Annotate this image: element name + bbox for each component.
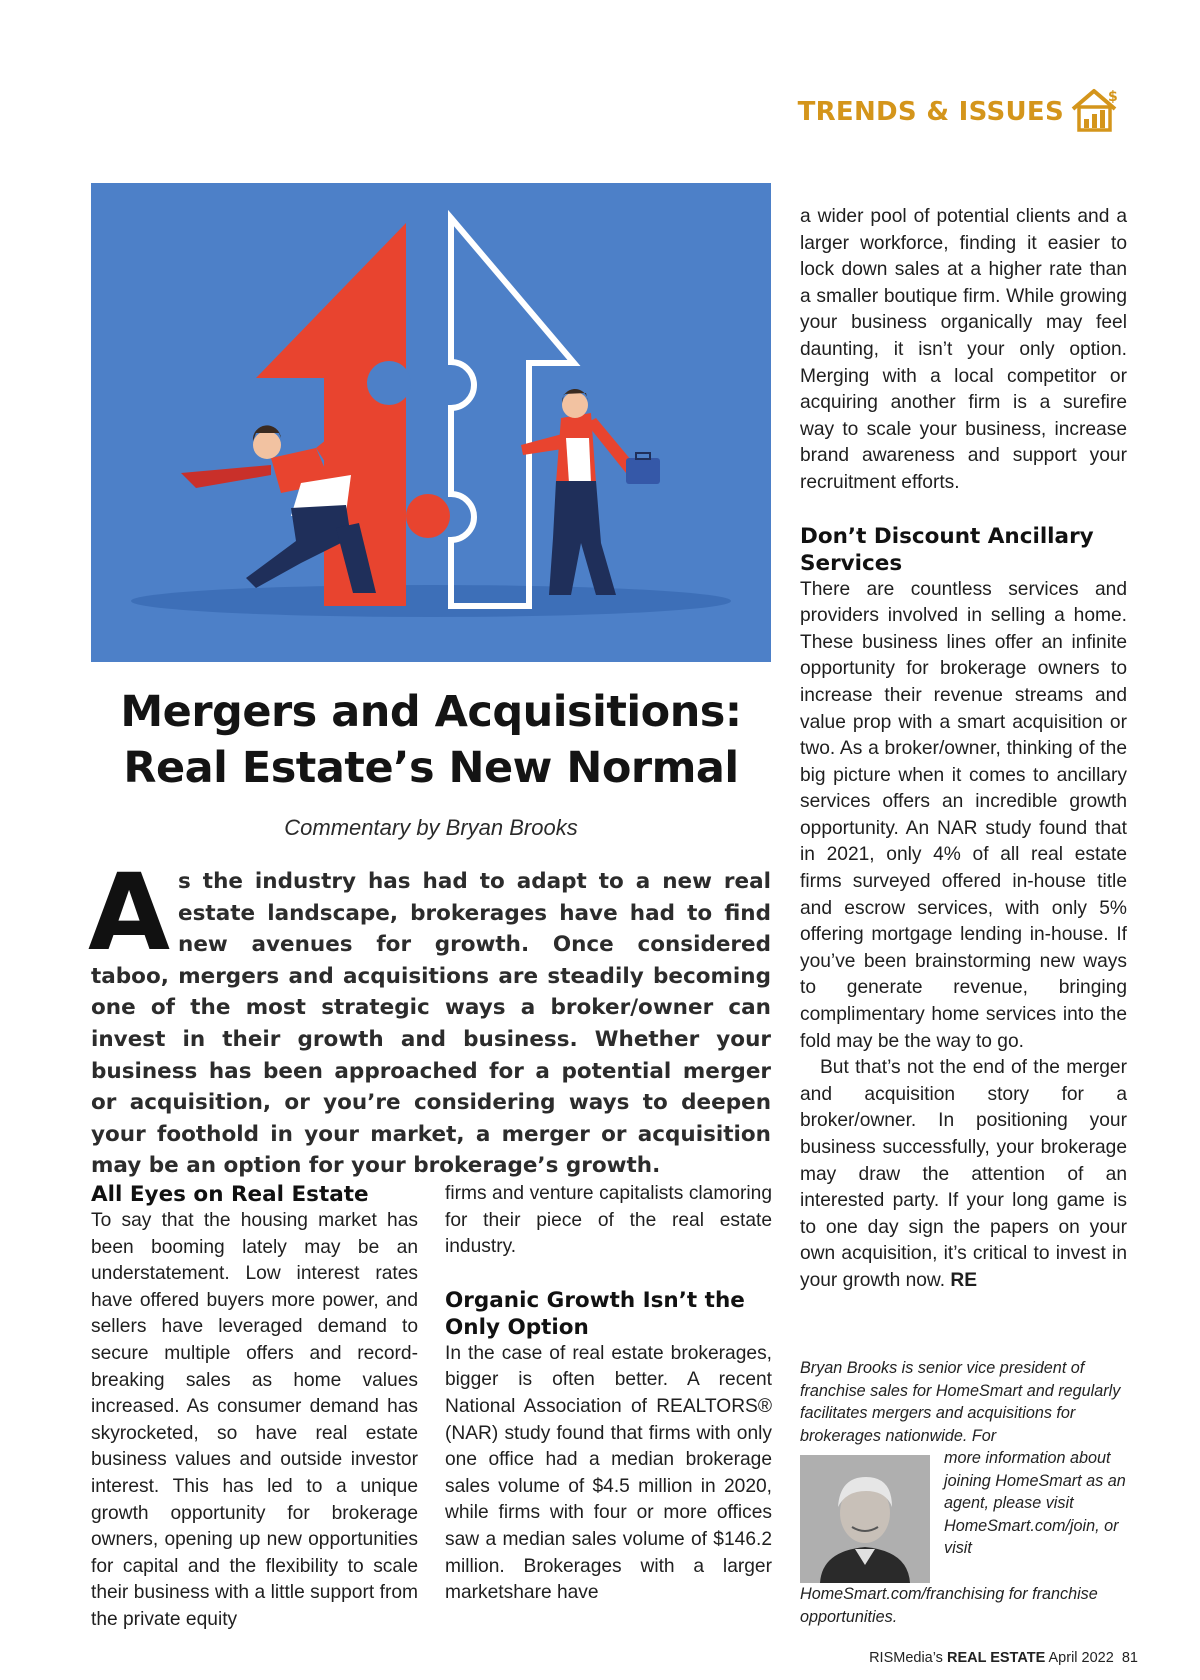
bio-text-wrap: more information about joining HomeSmart as an agent, please visit HomeSmart.com/join, or visit HomeSmart.com/franchising for franchise opportunities.	[800, 1449, 1126, 1626]
drop-cap: A	[88, 851, 171, 974]
page-number: 81	[1121, 1650, 1138, 1666]
body-paragraph-continued: a wider pool of potential clients and a larger workforce, finding it easier to lock down sales at a higher rate than a smaller boutique firm. While growing your business organically may feel daunting, it isn’t your only option. Merging with a local competitor or acquiring another firm is a surefire way to scale your business, increase brand awareness and support your recruitment efforts.	[800, 206, 1127, 493]
author-bio	[800, 1357, 1127, 1628]
lead-text: s the industry has had to adapt to a new real estate landscape, brokerages have had to find new avenues for growth. Once considered taboo, mergers and acquisitions are steadily becoming one of the most strategic ways a broker/owner can invest in their growth and business. Whether your business has been approached for a potential merger or acquisition, or you’re considering ways to deepen your foothold in your market, a merger or acquisition may be an option for your brokerage’s growth.	[91, 869, 771, 1179]
body-paragraph: In the case of real estate brokerages, bigger is often better. A recent National Association of REALTORS® (NAR) study found that firms with only one office had a median brokerage sales volume of $4.5 million in 2020, while firms with four or more offices saw a median sales volume of $146.2 million. Brokerages with a larger marketshare have	[445, 1342, 772, 1604]
blue-knob	[367, 361, 411, 405]
section-label: TRENDS & ISSUES	[797, 97, 1064, 127]
section-heading-ancillary: Don’t Discount Ancillary Services	[800, 523, 1094, 576]
body-paragraph: To say that the housing market has been booming lately may be an understatement. Low interest rates have offered buyers more power, and sellers have leveraged demand to secure multiple offers and record-breaking sales as home values increased. As consumer demand has skyrocketed, so have real estate business values and outside investor interest. This has led to a unique growth opportunity for brokerage owners, opening up new opportunities for capital and the flexibility to scale their business with a little support from the private equity	[91, 1210, 418, 1630]
red-arrow-piece	[256, 223, 406, 606]
column-middle	[445, 1181, 772, 1607]
body-paragraph-continued: firms and venture capitalists clamoring for their piece of the real estate industry.	[445, 1183, 772, 1258]
column-right	[800, 204, 1127, 1295]
footer-magazine: REAL ESTATE	[946, 1650, 1046, 1666]
body-paragraph-final: But that’s not the end of the merger and acquisition story for a broker/owner. In positioning your business successfully, your brokerage may draw the attention of an interested party. If your long game is to one day sign the papers on your own acquisition, it’s critical to invest in your growth now. RE	[800, 1057, 1127, 1291]
footer-issue: April 2022	[1048, 1650, 1114, 1666]
house-chart-icon	[1070, 87, 1120, 138]
businessman-left	[181, 418, 376, 593]
bio-text-top: Bryan Brooks is senior vice president of franchise sales for HomeSmart and regularly facilitates mergers and acquisitions for brokerages nationwide. For	[800, 1359, 1121, 1445]
byline: Commentary by Bryan Brooks	[284, 815, 578, 840]
title-line-1: Mergers and Acquisitions:	[120, 687, 742, 737]
businessman-right	[521, 389, 660, 595]
section-heading-all-eyes: All Eyes on Real Estate	[91, 1182, 369, 1207]
puzzle-arrows-illustration	[91, 183, 771, 662]
lead-paragraph	[88, 851, 771, 1182]
svg-text:$: $	[1108, 88, 1118, 105]
article-title	[91, 684, 771, 796]
column-left	[91, 1181, 418, 1634]
section-header	[790, 82, 1120, 142]
body-paragraph: There are countless services and providers involved in selling a home. These business lines offer an infinite opportunity for brokerage owners to increase their revenue streams and value prop with a smart acquisition or two. As a broker/owner, thinking of the big picture when it comes to ancillary services offers an incredible growth opportunity. An NAR study found that in 2021, only 4% of all real estate firms surveyed offered in-house title and escrow services, with only 5% offering mortgage lending in-house. If you’ve been brainstorming new ways to generate revenue, bringing complimentary home services into the fold may be the way to go.	[800, 578, 1127, 1052]
section-heading-organic-growth: Organic Growth Isn’t the Only Option	[445, 1287, 745, 1340]
title-line-2: Real Estate’s New Normal	[123, 743, 739, 793]
page-footer	[820, 1650, 1138, 1666]
red-knob	[406, 494, 450, 538]
hero-illustration	[91, 183, 771, 662]
author-headshot	[800, 1455, 930, 1583]
end-mark: RE	[950, 1269, 978, 1291]
footer-publication: RISMedia’s	[869, 1650, 943, 1666]
